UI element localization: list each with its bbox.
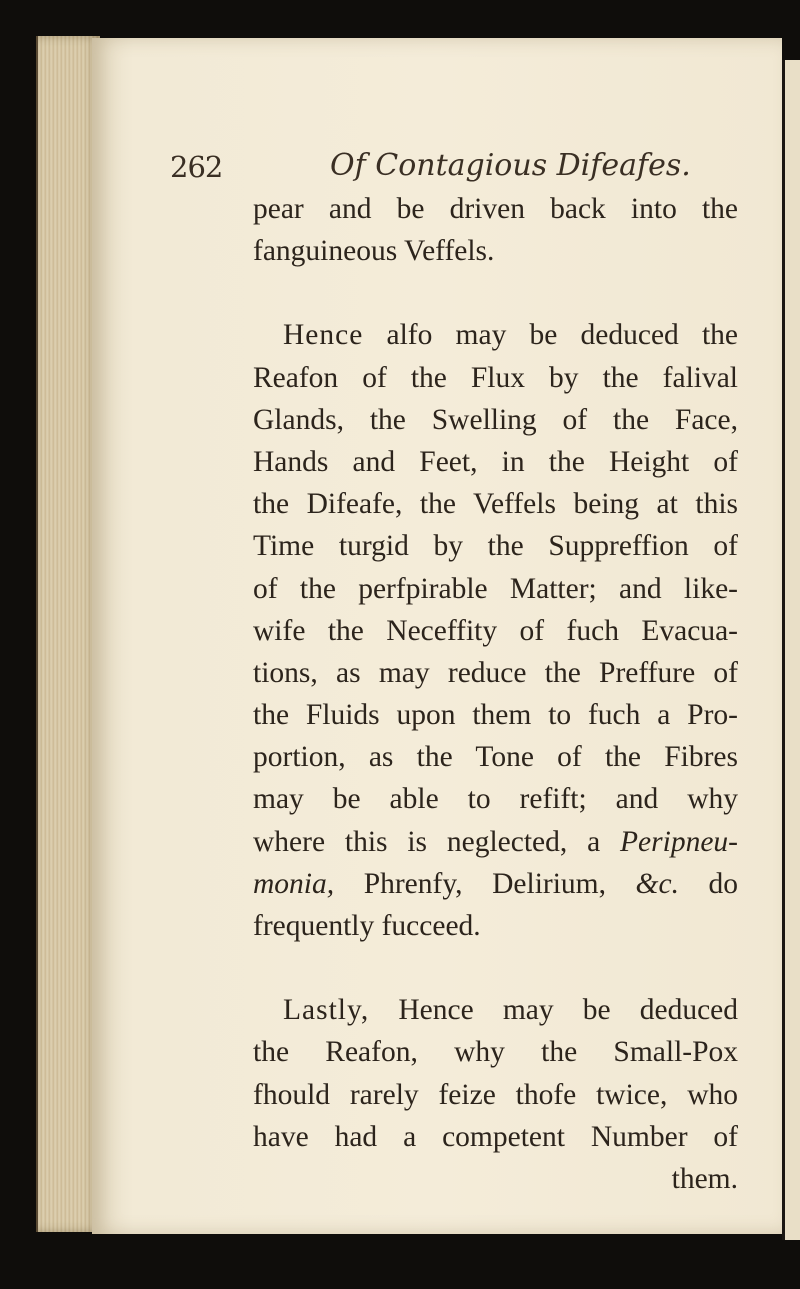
paragraph-lead-line [253, 314, 738, 356]
text-line: fhould rarely feize thofe twice, who [253, 1078, 738, 1111]
page-number: 262 [170, 150, 223, 184]
text-line: the Difeafe, the Veffels being at this [253, 488, 738, 521]
italic-term: monia, [253, 867, 335, 900]
lead-word: Hence [283, 319, 364, 352]
lead-word: Lastly, [283, 994, 370, 1027]
italic-term: Peripneu- [620, 825, 738, 858]
text-segment: Phrenfy, Delirium, [363, 867, 606, 900]
text-line: the Reafon, why the Small-Pox [253, 1036, 738, 1069]
text-line [253, 821, 738, 863]
running-head: Of Contagious Difeafes. [330, 148, 691, 183]
text-line: of the perfpirable Matter; and like- [253, 572, 738, 605]
paragraph-lead-line [253, 989, 738, 1031]
text-segment: do [708, 867, 739, 900]
text-line: pear and be driven back into the [253, 193, 738, 225]
text-line: may be able to refift; and why [253, 783, 738, 816]
text-line: have had a competent Number of [253, 1120, 738, 1153]
text-line: the Fluids upon them to fuch a Pro- [253, 699, 738, 732]
text-line: fanguineous Veffels. [253, 235, 495, 268]
text-segment: where this is neglected, a [253, 825, 601, 858]
text-line: portion, as the Tone of the Fibres [253, 741, 738, 774]
text-line: Time turgid by the Suppreffion of [253, 530, 738, 563]
text-line: Reafon of the Flux by the falival [253, 361, 738, 394]
text-line: wife the Neceffity of fuch Evacua- [253, 614, 738, 647]
facing-page-edge [782, 60, 800, 1240]
catchword: them. [671, 1162, 738, 1195]
italic-term: &c. [635, 867, 679, 900]
text-segment: Hence may be deduced [398, 994, 739, 1027]
text-line: Glands, the Swelling of the Face, [253, 403, 738, 436]
text-line: Hands and Feet, in the Height of [253, 445, 738, 478]
page-edges [36, 36, 100, 1232]
text-line [253, 863, 738, 905]
body-text [253, 188, 738, 1200]
text-line: tions, as may reduce the Preffure of [253, 656, 738, 689]
text-segment: alfo may be deduced the [386, 319, 738, 352]
text-line: frequently fucceed. [253, 910, 481, 942]
